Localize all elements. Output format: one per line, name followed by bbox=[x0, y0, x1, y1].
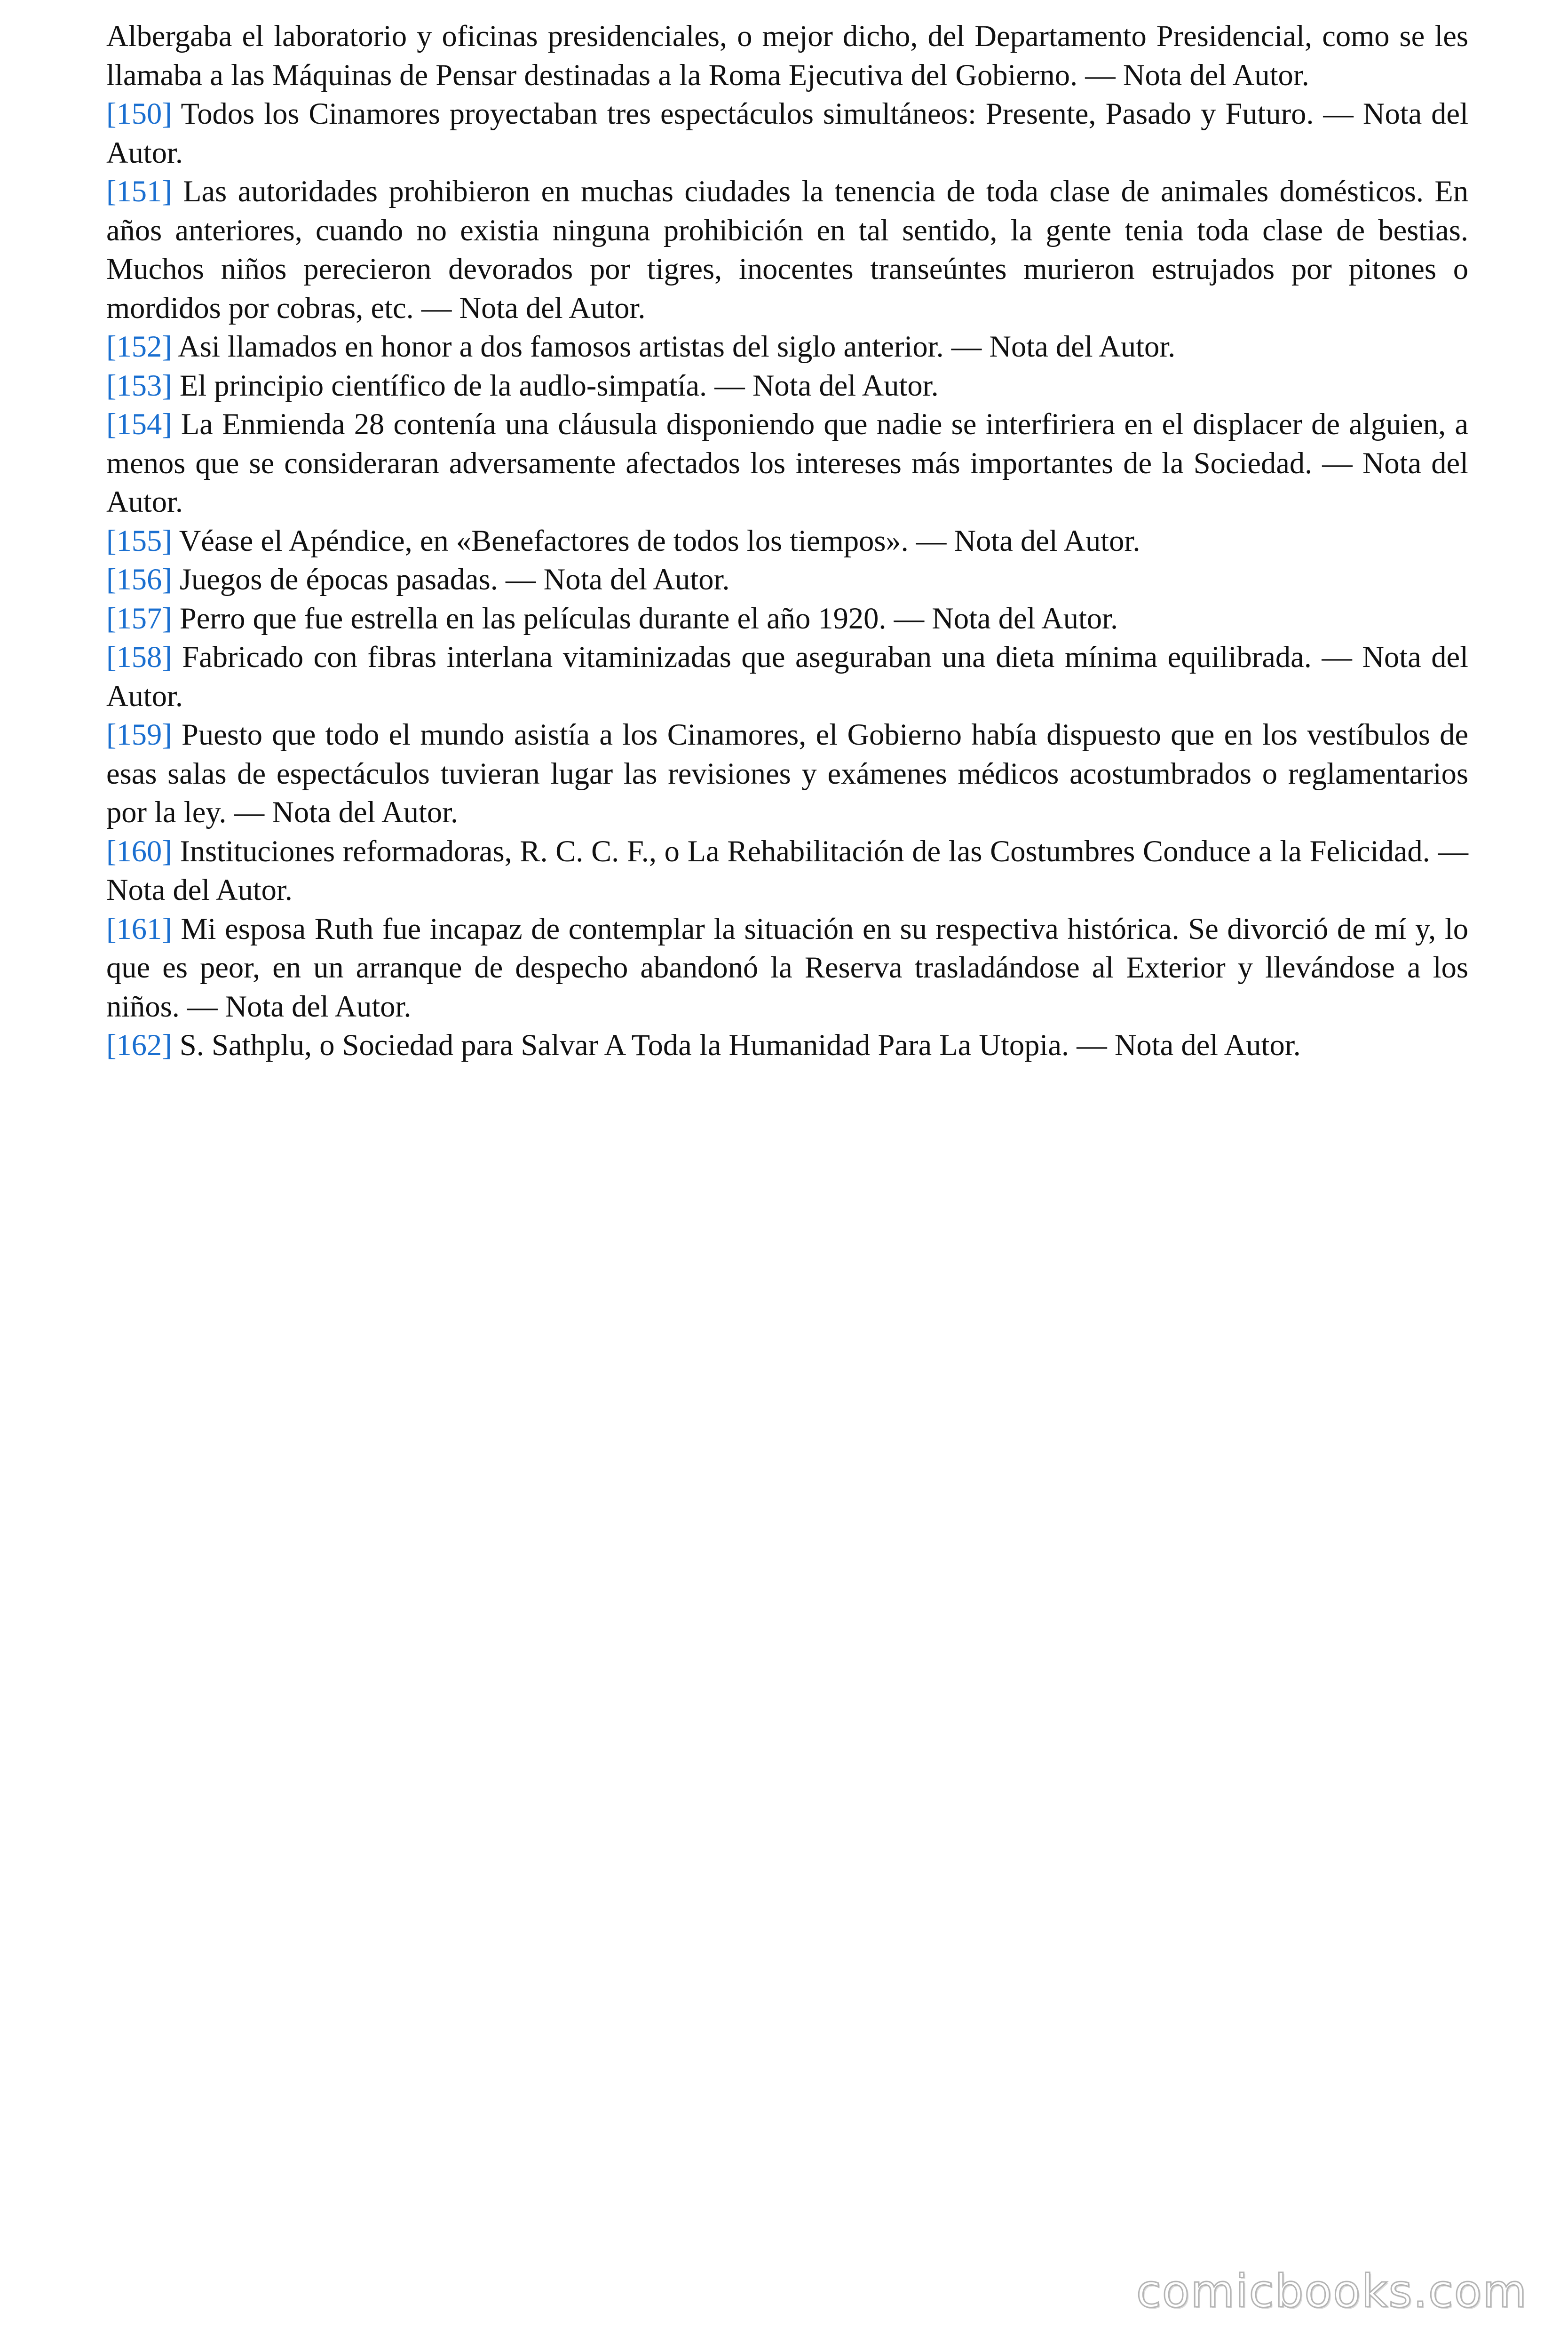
footnote-link-162[interactable]: [162] bbox=[106, 1028, 172, 1062]
footnote-150 bbox=[106, 95, 1468, 172]
footnote-link-155[interactable]: [155] bbox=[106, 524, 172, 557]
footnote-link-151[interactable]: [151] bbox=[106, 175, 172, 208]
footnote-159 bbox=[106, 715, 1468, 832]
footnote-160 bbox=[106, 832, 1468, 910]
footnote-text: Perro que fue estrella en las películas durante el año 1920. — Nota del Autor. bbox=[179, 601, 1118, 635]
footnote-152 bbox=[106, 327, 1468, 366]
footnote-151 bbox=[106, 172, 1468, 327]
footnote-154 bbox=[106, 405, 1468, 522]
footnote-text: Mi esposa Ruth fue incapaz de contemplar la situación en su respectiva histórica. Se divorció de mí y, lo que es peor, en un arranque de despecho abandonó la Reserva trasladándose al Exterior y llevándose a los niños. — Nota del Autor. bbox=[106, 912, 1468, 1023]
footnote-link-161[interactable]: [161] bbox=[106, 912, 172, 946]
footnote-link-153[interactable]: [153] bbox=[106, 368, 172, 402]
footnote-continuation: Albergaba el laboratorio y oficinas presidenciales, o mejor dicho, del Departamento Presidencial, como se les llamaba a las Máquinas de Pensar destinadas a la Roma Ejecutiva del Gobierno. — Nota del Autor. bbox=[106, 19, 1468, 92]
footnote-link-158[interactable]: [158] bbox=[106, 640, 172, 674]
footnote-link-157[interactable]: [157] bbox=[106, 601, 172, 635]
footnote-text: La Enmienda 28 contenía una cláusula disponiendo que nadie se interfiriera en el displacer de alguien, a menos que se consideraran adversamente afectados los intereses más importantes de la Sociedad. — Nota del Autor. bbox=[106, 407, 1469, 518]
footnote-link-160[interactable]: [160] bbox=[106, 834, 172, 868]
watermark-logo: comicbooks.com bbox=[1136, 2265, 1528, 2318]
footnote-162 bbox=[106, 1026, 1468, 1065]
footnote-text: Puesto que todo el mundo asistía a los Cinamores, el Gobierno había dispuesto que en los vestíbulos de esas salas de espectáculos tuvieran lugar las revisiones y exámenes médicos acostumbrados o reglamentarios por la ley. — Nota del Autor. bbox=[106, 718, 1469, 829]
footnote-text: Todos los Cinamores proyectaban tres espectáculos simultáneos: Presente, Pasado y Futuro. — Nota del Autor. bbox=[106, 97, 1468, 169]
footnote-157 bbox=[106, 599, 1468, 638]
footnote-text: Instituciones reformadoras, R. C. C. F., o La Rehabilitación de las Costumbres Conduce a la Felicidad. — Nota del Autor. bbox=[106, 834, 1468, 906]
footnote-link-152[interactable]: [152] bbox=[106, 330, 172, 363]
footnote-text: Asi llamados en honor a dos famosos artistas del siglo anterior. — Nota del Autor. bbox=[178, 330, 1176, 363]
footnote-156 bbox=[106, 560, 1468, 599]
footnote-link-156[interactable]: [156] bbox=[106, 563, 172, 596]
footnote-text: S. Sathplu, o Sociedad para Salvar A Toda la Humanidad Para La Utopia. — Nota del Autor. bbox=[179, 1028, 1301, 1062]
footnote-153 bbox=[106, 366, 1468, 405]
footnote-text: Fabricado con fibras interlana vitaminizadas que aseguraban una dieta mínima equilibrada. — Nota del Autor. bbox=[106, 640, 1468, 713]
footnote-link-159[interactable]: [159] bbox=[106, 718, 172, 751]
footnotes-page bbox=[106, 17, 1468, 1065]
footnote-text: El principio científico de la audlo-simpatía. — Nota del Autor. bbox=[179, 368, 939, 402]
footnote-link-154[interactable]: [154] bbox=[106, 407, 172, 441]
footnote-161 bbox=[106, 910, 1468, 1026]
footnote-text: Las autoridades prohibieron en muchas ciudades la tenencia de toda clase de animales domésticos. En años anteriores, cuando no existia ninguna prohibición en tal sentido, la gente tenia toda clase de bestias. Muchos niños perecieron devorados por tigres, inocentes transeúntes murieron estrujados por pitones o mordidos por cobras, etc. — Nota del Autor. bbox=[106, 175, 1468, 325]
footnote-text: Juegos de épocas pasadas. — Nota del Autor. bbox=[179, 563, 730, 596]
footnote-text: Véase el Apéndice, en «Benefactores de todos los tiempos». — Nota del Autor. bbox=[179, 524, 1140, 557]
footnote-link-150[interactable]: [150] bbox=[106, 97, 172, 130]
footnote-158 bbox=[106, 638, 1468, 715]
footnote-155 bbox=[106, 522, 1468, 561]
